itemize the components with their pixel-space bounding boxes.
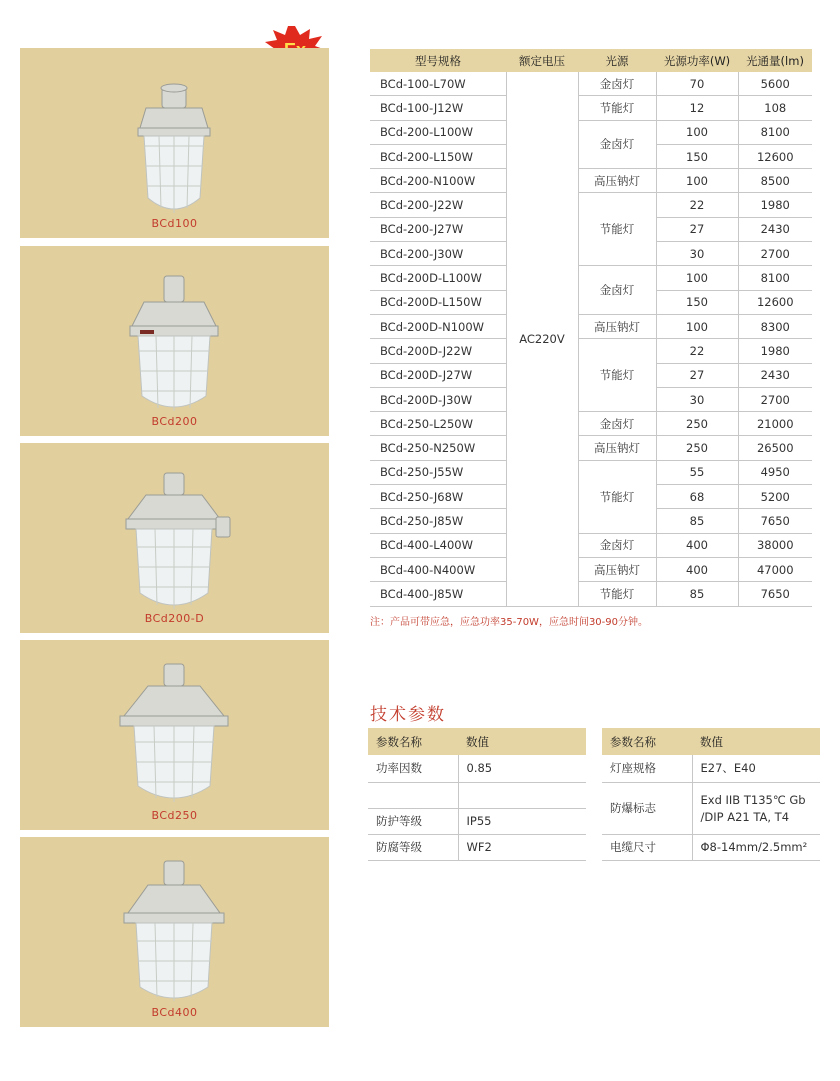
source-cell: 金卤灯 (578, 533, 656, 557)
model-cell: BCd-200-N100W (370, 169, 506, 193)
flux-cell: 2430 (738, 217, 812, 241)
model-cell: BCd-200D-J22W (370, 339, 506, 363)
model-cell: BCd-400-J85W (370, 582, 506, 606)
flux-cell: 8100 (738, 266, 812, 290)
spec-body (370, 72, 812, 606)
param-value: IP55 (458, 808, 586, 834)
power-cell: 100 (656, 169, 738, 193)
flux-cell: 8500 (738, 169, 812, 193)
source-cell: 高压钠灯 (578, 557, 656, 581)
flux-cell: 4950 (738, 460, 812, 484)
flux-cell: 2700 (738, 387, 812, 411)
power-cell: 30 (656, 387, 738, 411)
spec-header-row (370, 49, 812, 72)
source-cell: 节能灯 (578, 96, 656, 120)
header-source: 光源 (578, 49, 656, 72)
spec-row (370, 72, 812, 96)
power-cell: 22 (656, 193, 738, 217)
flux-cell: 8300 (738, 314, 812, 338)
spec-row (370, 193, 812, 217)
tech-params-table-right (602, 728, 820, 861)
param-header-value: 数值 (458, 728, 586, 755)
param-header-name: 参数名称 (602, 728, 692, 755)
flux-cell: 26500 (738, 436, 812, 460)
model-cell: BCd-250-J85W (370, 509, 506, 533)
product-caption: BCd400 (151, 1006, 198, 1019)
param-row (368, 782, 586, 808)
lamp-image (20, 640, 329, 830)
flux-cell: 47000 (738, 557, 812, 581)
power-cell: 12 (656, 96, 738, 120)
spec-row (370, 339, 812, 363)
model-cell: BCd-200-J27W (370, 217, 506, 241)
flux-cell: 1980 (738, 193, 812, 217)
voltage-cell: AC220V (506, 72, 578, 606)
source-cell: 金卤灯 (578, 412, 656, 436)
lamp-image (20, 837, 329, 1027)
header-flux: 光通量(lm) (738, 49, 812, 72)
spec-row (370, 266, 812, 290)
source-cell: 节能灯 (578, 582, 656, 606)
model-cell: BCd-200D-N100W (370, 314, 506, 338)
power-cell: 22 (656, 339, 738, 363)
param-value: WF2 (458, 834, 586, 860)
model-cell: BCd-200-J22W (370, 193, 506, 217)
flux-cell: 2700 (738, 242, 812, 266)
model-cell: BCd-400-L400W (370, 533, 506, 557)
param-value-line2: /DIP A21 TA, T4 (700, 809, 790, 824)
param-name: 防爆标志 (602, 782, 692, 834)
param-row (602, 782, 820, 834)
spec-row (370, 582, 812, 606)
flux-cell: 5200 (738, 485, 812, 509)
lamp-image (20, 246, 329, 436)
product-panel-bcd400 (20, 837, 329, 1027)
power-cell: 150 (656, 290, 738, 314)
model-cell: BCd-200-J30W (370, 242, 506, 266)
flux-cell: 21000 (738, 412, 812, 436)
model-cell: BCd-400-N400W (370, 557, 506, 581)
product-caption: BCd200-D (144, 612, 205, 625)
param-name: 电缆尺寸 (602, 834, 692, 860)
spec-row (370, 460, 812, 484)
power-cell: 70 (656, 72, 738, 96)
flux-cell: 2430 (738, 363, 812, 387)
source-cell: 高压钠灯 (578, 436, 656, 460)
param-row (368, 755, 586, 782)
power-cell: 68 (656, 485, 738, 509)
param-name: 防腐等级 (368, 834, 458, 860)
model-cell: BCd-100-J12W (370, 96, 506, 120)
flux-cell: 1980 (738, 339, 812, 363)
emergency-note: 注：产品可带应急，应急功率35-70W，应急时间30-90分钟。 (370, 617, 649, 628)
param-value (692, 782, 820, 834)
flux-cell: 12600 (738, 290, 812, 314)
param-row (602, 834, 820, 860)
spec-row (370, 96, 812, 120)
source-cell: 高压钠灯 (578, 314, 656, 338)
model-cell: BCd-200D-L150W (370, 290, 506, 314)
param-header-name: 参数名称 (368, 728, 458, 755)
power-cell: 400 (656, 533, 738, 557)
product-panel-bcd200-d (20, 443, 329, 633)
param-row (368, 808, 586, 834)
power-cell: 85 (656, 582, 738, 606)
param-value: E27、E40 (692, 755, 820, 782)
power-cell: 100 (656, 314, 738, 338)
product-caption: BCd100 (151, 217, 198, 230)
power-cell: 85 (656, 509, 738, 533)
flux-cell: 38000 (738, 533, 812, 557)
flux-cell: 8100 (738, 120, 812, 144)
power-cell: 400 (656, 557, 738, 581)
power-cell: 27 (656, 363, 738, 387)
flux-cell: 108 (738, 96, 812, 120)
spec-row (370, 557, 812, 581)
param-header-value: 数值 (692, 728, 820, 755)
spec-row (370, 533, 812, 557)
spec-row (370, 436, 812, 460)
header-power: 光源功率(W) (656, 49, 738, 72)
param-value (458, 782, 586, 808)
model-cell: BCd-200-L150W (370, 144, 506, 168)
spec-table (370, 49, 812, 607)
header-model: 型号规格 (370, 49, 506, 72)
flux-cell: 7650 (738, 509, 812, 533)
param-row (368, 834, 586, 860)
model-cell: BCd-250-L250W (370, 412, 506, 436)
tech-params-table-left (368, 728, 586, 861)
model-cell: BCd-200D-J27W (370, 363, 506, 387)
model-cell: BCd-200-L100W (370, 120, 506, 144)
model-cell: BCd-100-L70W (370, 72, 506, 96)
power-cell: 100 (656, 120, 738, 144)
model-cell: BCd-250-N250W (370, 436, 506, 460)
flux-cell: 7650 (738, 582, 812, 606)
spec-row (370, 412, 812, 436)
power-cell: 250 (656, 436, 738, 460)
source-cell: 金卤灯 (578, 266, 656, 315)
product-panel-bcd250 (20, 640, 329, 830)
spec-row (370, 314, 812, 338)
product-caption: BCd250 (151, 809, 198, 822)
model-cell: BCd-200D-J30W (370, 387, 506, 411)
param-row (602, 755, 820, 782)
source-cell: 节能灯 (578, 193, 656, 266)
power-cell: 30 (656, 242, 738, 266)
model-cell: BCd-250-J68W (370, 485, 506, 509)
param-name (368, 782, 458, 808)
source-cell: 金卤灯 (578, 72, 656, 96)
lamp-image (20, 48, 329, 238)
param-value-line1: Exd IIB T135℃ Gb (700, 792, 806, 807)
source-cell: 节能灯 (578, 339, 656, 412)
power-cell: 250 (656, 412, 738, 436)
param-name: 灯座规格 (602, 755, 692, 782)
spec-row (370, 169, 812, 193)
param-value: Φ8-14mm/2.5mm² (692, 834, 820, 860)
model-cell: BCd-200D-L100W (370, 266, 506, 290)
param-value: 0.85 (458, 755, 586, 782)
product-panel-bcd100 (20, 48, 329, 238)
spec-row (370, 120, 812, 144)
source-cell: 高压钠灯 (578, 169, 656, 193)
flux-cell: 12600 (738, 144, 812, 168)
header-voltage: 额定电压 (506, 49, 578, 72)
source-cell: 节能灯 (578, 460, 656, 533)
power-cell: 100 (656, 266, 738, 290)
power-cell: 27 (656, 217, 738, 241)
flux-cell: 5600 (738, 72, 812, 96)
source-cell: 金卤灯 (578, 120, 656, 169)
product-caption: BCd200 (151, 415, 198, 428)
power-cell: 150 (656, 144, 738, 168)
power-cell: 55 (656, 460, 738, 484)
model-cell: BCd-250-J55W (370, 460, 506, 484)
param-header-row (368, 728, 586, 755)
param-header-row (602, 728, 820, 755)
param-name: 功率因数 (368, 755, 458, 782)
product-panel-bcd200 (20, 246, 329, 436)
tech-params-title: 技术参数 (370, 705, 446, 725)
param-name: 防护等级 (368, 808, 458, 834)
lamp-image (20, 443, 329, 633)
